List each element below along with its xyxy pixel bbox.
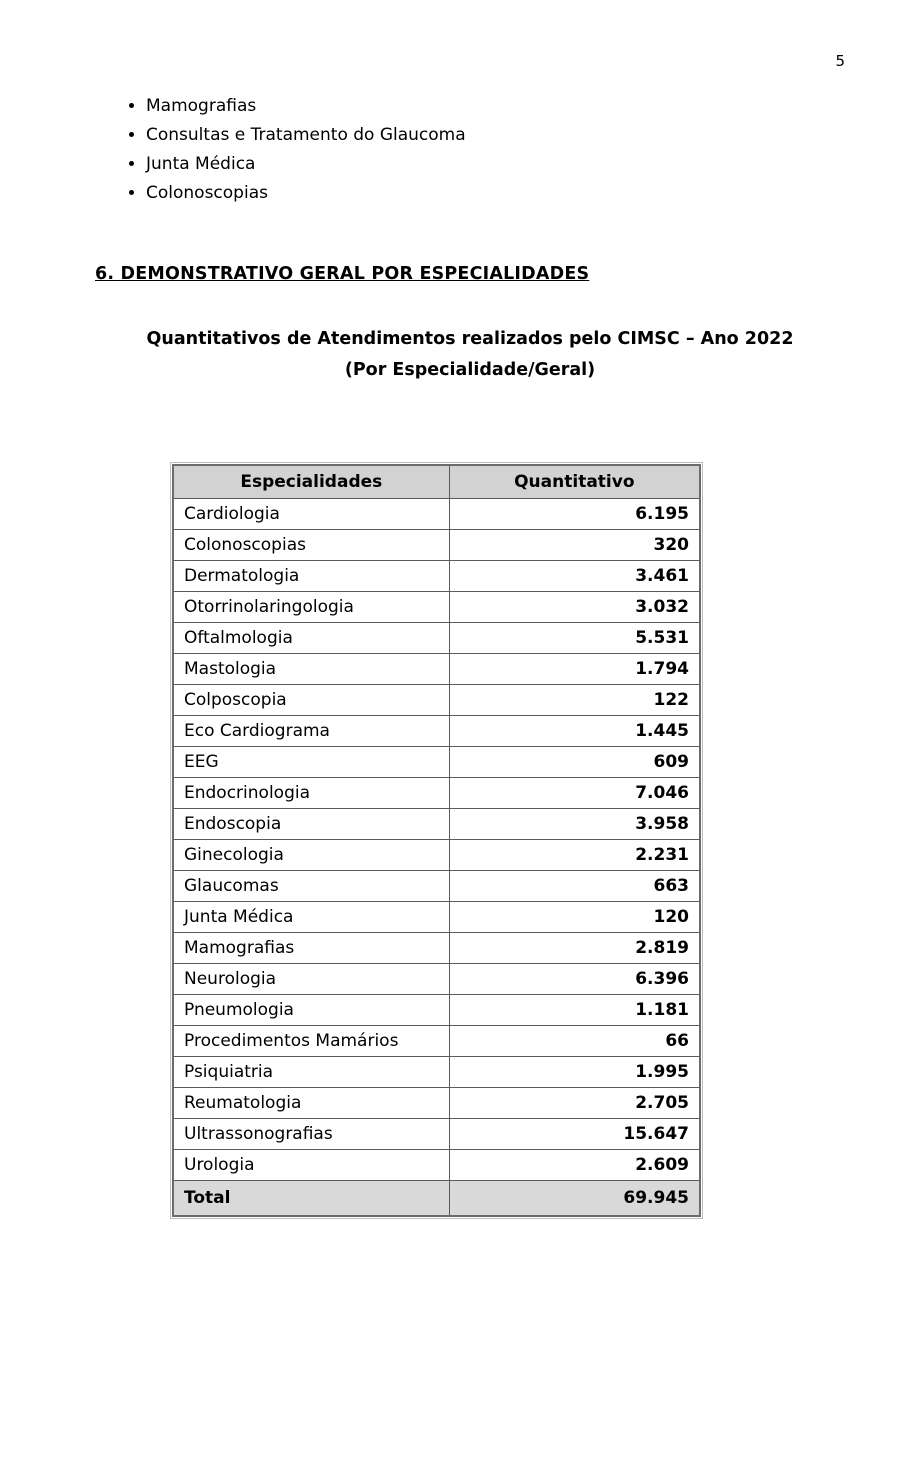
table-row <box>173 1150 700 1181</box>
quantity-cell: 2.705 <box>449 1088 700 1119</box>
specialty-cell: Ultrassonografias <box>173 1119 449 1150</box>
table-title-line1: Quantitativos de Atendimentos realizados pelo CIMSC – Ano 2022 <box>146 329 794 349</box>
table-title-line2: (Por Especialidade/Geral) <box>344 360 596 380</box>
bullet-item: • Consultas e Tratamento do Glaucoma <box>146 121 466 150</box>
table-title <box>60 324 880 386</box>
specialty-cell: Urologia <box>173 1150 449 1181</box>
table-row <box>173 716 700 747</box>
specialty-cell: Ginecologia <box>173 840 449 871</box>
specialty-cell: Eco Cardiograma <box>173 716 449 747</box>
specialty-cell: Mastologia <box>173 654 449 685</box>
table-row <box>173 747 700 778</box>
table-row <box>173 561 700 592</box>
table-row <box>173 623 700 654</box>
quantity-cell: 3.461 <box>449 561 700 592</box>
table-row <box>173 654 700 685</box>
specialty-cell: Colonoscopias <box>173 530 449 561</box>
table-row <box>173 840 700 871</box>
table-row <box>173 530 700 561</box>
quantity-cell: 7.046 <box>449 778 700 809</box>
quantity-cell: 2.609 <box>449 1150 700 1181</box>
quantity-cell: 1.181 <box>449 995 700 1026</box>
table-row <box>173 1088 700 1119</box>
table-row <box>173 1119 700 1150</box>
bullet-item: • Mamografias <box>146 92 466 121</box>
specialty-cell: Endoscopia <box>173 809 449 840</box>
table-row <box>173 499 700 530</box>
specialty-cell: Mamografias <box>173 933 449 964</box>
quantity-cell: 15.647 <box>449 1119 700 1150</box>
table-row <box>173 933 700 964</box>
bullet-item: • Junta Médica <box>146 150 466 179</box>
quantity-cell: 320 <box>449 530 700 561</box>
quantity-cell: 2.819 <box>449 933 700 964</box>
table-row <box>173 1057 700 1088</box>
page-number: 5 <box>835 52 845 70</box>
quantity-cell: 1.995 <box>449 1057 700 1088</box>
quantity-cell: 2.231 <box>449 840 700 871</box>
quantity-cell: 5.531 <box>449 623 700 654</box>
quantity-cell: 3.958 <box>449 809 700 840</box>
bullet-item: • Colonoscopias <box>146 179 466 208</box>
specialty-cell: Procedimentos Mamários <box>173 1026 449 1057</box>
quantity-cell: 120 <box>449 902 700 933</box>
specialty-cell: Otorrinolaringologia <box>173 592 449 623</box>
quantity-cell: 3.032 <box>449 592 700 623</box>
specialty-cell: Pneumologia <box>173 995 449 1026</box>
quantity-cell: 6.195 <box>449 499 700 530</box>
quantity-cell: 663 <box>449 871 700 902</box>
quantity-cell: 122 <box>449 685 700 716</box>
table-body <box>173 499 700 1181</box>
specialty-cell: Glaucomas <box>173 871 449 902</box>
table-row <box>173 995 700 1026</box>
quantity-cell: 6.396 <box>449 964 700 995</box>
specialty-cell: Oftalmologia <box>173 623 449 654</box>
table-row <box>173 809 700 840</box>
specialties-table <box>172 464 701 1217</box>
total-value-cell: 69.945 <box>449 1181 700 1217</box>
quantity-cell: 1.445 <box>449 716 700 747</box>
quantity-cell: 609 <box>449 747 700 778</box>
table-row <box>173 685 700 716</box>
total-label-cell: Total <box>173 1181 449 1217</box>
table-row <box>173 592 700 623</box>
specialty-cell: Junta Médica <box>173 902 449 933</box>
bullet-list <box>122 92 466 208</box>
specialty-cell: Cardiologia <box>173 499 449 530</box>
specialty-cell: Dermatologia <box>173 561 449 592</box>
total-row <box>173 1181 700 1217</box>
header-especialidades: Especialidades <box>173 465 449 499</box>
table-row <box>173 778 700 809</box>
specialty-cell: Reumatologia <box>173 1088 449 1119</box>
specialties-table-container <box>172 464 701 1217</box>
specialty-cell: Psiquiatria <box>173 1057 449 1088</box>
table-row <box>173 871 700 902</box>
table-row <box>173 902 700 933</box>
specialty-cell: Endocrinologia <box>173 778 449 809</box>
specialty-cell: Neurologia <box>173 964 449 995</box>
quantity-cell: 66 <box>449 1026 700 1057</box>
specialty-cell: EEG <box>173 747 449 778</box>
specialty-cell: Colposcopia <box>173 685 449 716</box>
table-header-row <box>173 465 700 499</box>
table-row <box>173 964 700 995</box>
table-row <box>173 1026 700 1057</box>
section-heading: 6. DEMONSTRATIVO GERAL POR ESPECIALIDADES <box>95 264 590 284</box>
quantity-cell: 1.794 <box>449 654 700 685</box>
header-quantitativo: Quantitativo <box>449 465 700 499</box>
